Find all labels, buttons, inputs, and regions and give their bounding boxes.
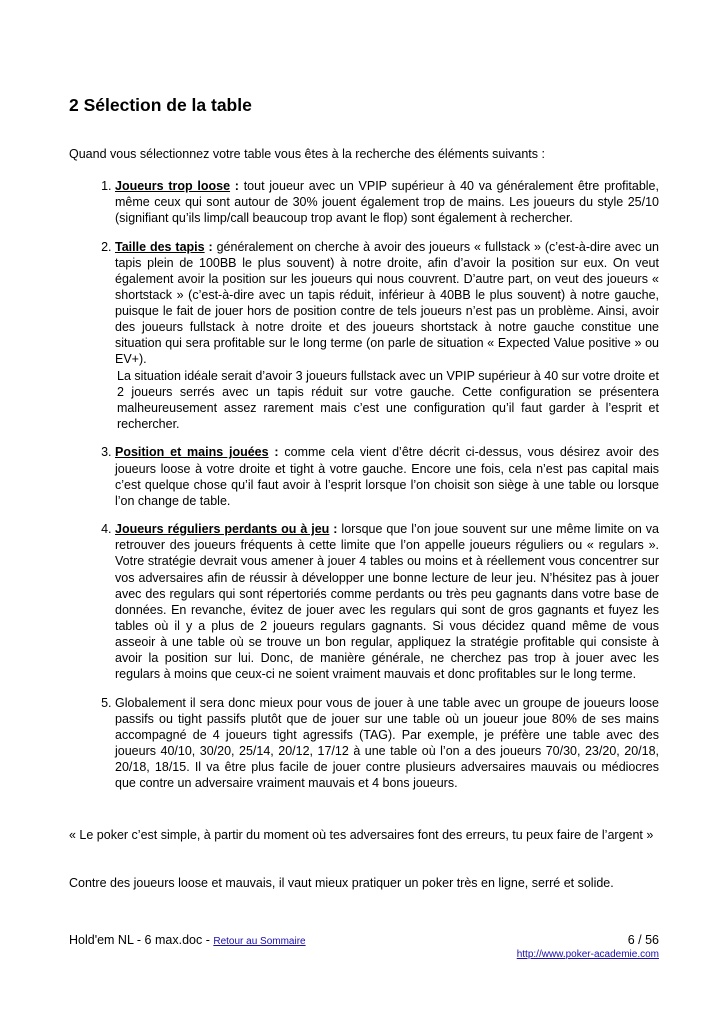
item-text: comme cela vient d’être décrit ci-dessus, vous désirez avoir des joueurs loose à votre droite et tight à votre gauche. Encore une fois, cela n’est pas capital mais c’est quelque chose qu’il faut avoir à l’esprit lorsque l’on choisit son siège à une table ou lorsque l’on change de table. bbox=[115, 445, 660, 508]
item-term: Joueurs réguliers perdants ou à jeu bbox=[115, 522, 330, 537]
item-term: Taille des tapis bbox=[115, 239, 205, 254]
website-link[interactable]: http://www.poker-academie.com bbox=[516, 949, 659, 960]
item-text: tout joueur avec un VPIP supérieur à 40 va généralement être profitable, même ceux qui sont autour de 30% jouent également trop de mains. Les joueurs du style 25/10 (signifiant qu’ils limp/call beaucoup trop avant le flop) sont également à rechercher. bbox=[115, 179, 659, 226]
page-number: 6 / 56 bbox=[627, 933, 659, 947]
section-intro: Quand vous sélectionnez votre table vous êtes à la recherche des éléments suivants : bbox=[69, 147, 545, 161]
list-item bbox=[115, 239, 659, 432]
closing-sentence: Contre des joueurs loose et mauvais, il vaut mieux pratiquer un poker très en ligne, serré et solide. bbox=[69, 876, 614, 890]
list-item bbox=[115, 521, 659, 682]
item-text: généralement on cherche à avoir des joueurs « fullstack » (c’est-à-dire avec un tapis plein de 100BB le plus souvent) à notre droite, afin d’avoir la position sur eux. On veut également avoir la position sur les joueurs qui nous couvrent. D’autre part, on veut des joueurs « shortstack » (c’est-à-dire avec un tapis réduit, inférieur à 40BB le plus souvent) à notre gauche, puisque le fait de jouer hors de position contre de tels joueurs n’est pas un problème. Ainsi, avoir des joueurs fullstack à notre droite et des joueurs shortstack à notre gauche constitue une situation qui sera profitable sur le long terme (on parle de situation « Expected Value positive » ou EV+). bbox=[115, 239, 659, 367]
section-heading: 2 Sélection de la table bbox=[69, 95, 252, 115]
list-item bbox=[115, 444, 659, 508]
criteria-list bbox=[69, 178, 659, 804]
item-text-continued: La situation idéale serait d’avoir 3 joueurs fullstack avec un VPIP supérieur à 40 sur votre droite et 2 joueurs serrés avec un tapis réduit sur votre gauche. Cette configuration se présentera malheureusement assez rarement mais c’est une configuration qu’il faut garder à l’esprit et rechercher. bbox=[117, 368, 659, 431]
document-name: Hold'em NL - 6 max.doc - bbox=[69, 933, 214, 947]
poker-quote: « Le poker c’est simple, à partir du moment où tes adversaires font des erreurs, tu peux faire de l’argent » bbox=[69, 828, 654, 842]
item-text: lorsque que l’on joue souvent sur une même limite on va retrouver des joueurs fréquents à cette limite que l’on appelle joueurs réguliers ou « regulars ». Votre stratégie devrait vous amener à jouer 4 tables ou moins et à réellement vous concentrer sur vos adversaires afin de réussir à développer une bonne lecture de leur jeu. N’hésitez pas à jouer avec des regulars qui sont répertoriés comme perdants ou très peu gagnants dans votre base de données. En revanche, évitez de jouer avec les regulars qui sont de gros gagnants et fuyez les tables où il y a plus de 2 joueurs regulars gagnants. Si vous décidez quand même de vous asseoir à une table où se trouve un bon regular, appliquez la stratégie profitable qui consiste à avoir la position sur lui. Donc, de manière générale, ne cherchez pas trop à jouer avec les regulars à moins que ceux-ci ne soient vraiment mauvais et donc profitables sur le long terme. bbox=[115, 522, 660, 682]
item-colon: : bbox=[329, 522, 338, 537]
item-term: Position et mains jouées bbox=[115, 445, 269, 460]
item-text: Globalement il sera donc mieux pour vous de jouer à une table avec un groupe de joueurs loose passifs ou tight passifs plutôt que de jouer sur une table où un joueur joue 80% de ses mains accompagné de 4 joueurs tight agressifs (TAG). Par exemple, je préfère une table avec des joueurs 40/10, 30/20, 25/14, 20/12, 17/12 à une table où l’on a des joueurs 70/30, 23/20, 20/18, 20/18, 18/15. Il va être plus facile de jouer contre plusieurs adversaires mauvais ou médiocres que contre un adversaire vraiment mauvais et 4 bons joueurs. bbox=[115, 695, 659, 791]
item-colon: : bbox=[230, 179, 239, 193]
item-term: Joueurs trop loose bbox=[115, 179, 231, 193]
footer-left bbox=[69, 933, 306, 947]
item-colon: : bbox=[268, 445, 279, 460]
list-item bbox=[115, 695, 659, 792]
item-colon: : bbox=[204, 239, 213, 254]
list-item bbox=[115, 178, 659, 226]
toc-link[interactable]: Retour au Sommaire bbox=[213, 936, 306, 947]
